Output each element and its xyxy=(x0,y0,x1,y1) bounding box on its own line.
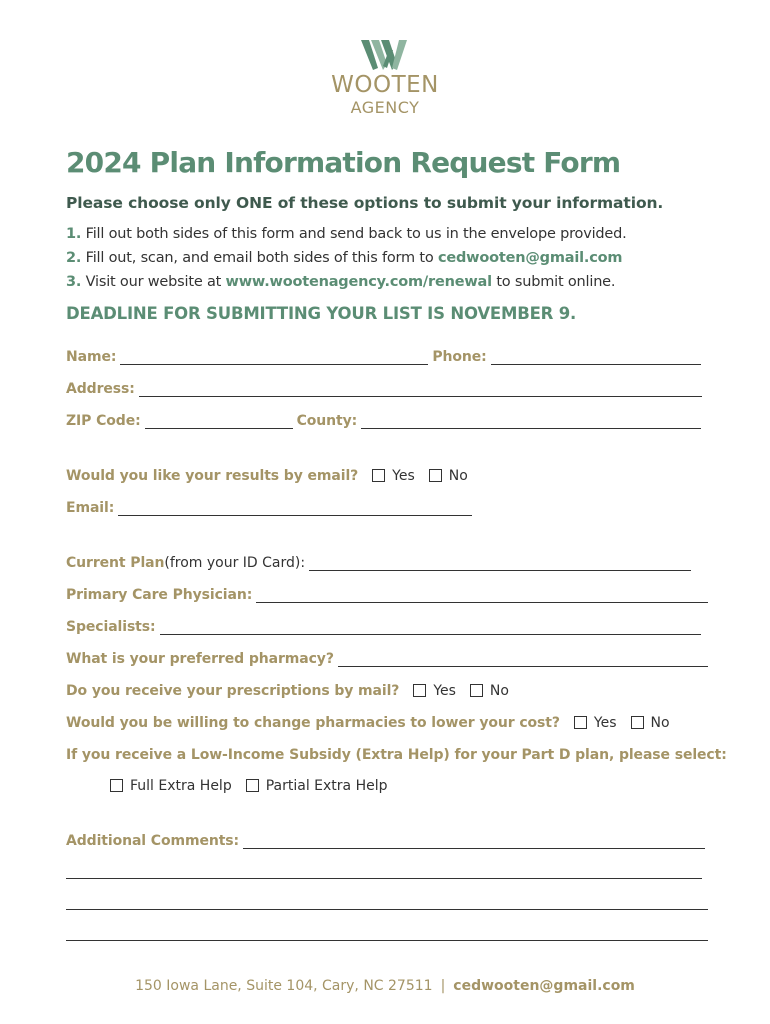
no-label: No xyxy=(650,715,670,731)
step-number: 3. xyxy=(66,274,82,290)
step-text: Fill out, scan, and email both sides of this form to xyxy=(85,250,438,266)
yes-label: Yes xyxy=(593,715,617,731)
full-extra-help-checkbox[interactable] xyxy=(110,778,232,794)
checkbox-icon xyxy=(631,716,644,729)
partial-extra-help-label: Partial Extra Help xyxy=(265,778,388,794)
mail-yes-checkbox[interactable] xyxy=(413,683,456,699)
website-link[interactable]: www.wootenagency.com/renewal xyxy=(225,274,492,290)
pharmacy-field[interactable] xyxy=(338,650,708,667)
address-field[interactable] xyxy=(139,380,702,397)
email-row xyxy=(66,496,472,516)
step-2 xyxy=(66,250,622,266)
name-label: Name: xyxy=(66,349,117,365)
footer-address: 150 Iowa Lane, Suite 104, Cary, NC 27511 xyxy=(135,978,433,994)
step-text-after: to submit online. xyxy=(491,274,616,290)
name-phone-row xyxy=(66,345,701,365)
checkbox-icon xyxy=(246,779,259,792)
address-row xyxy=(66,377,702,397)
yes-label: Yes xyxy=(392,468,415,484)
comments-line-4[interactable] xyxy=(66,940,708,941)
partial-extra-help-checkbox[interactable] xyxy=(246,778,388,794)
change-yes-checkbox[interactable] xyxy=(574,715,617,731)
current-plan-field[interactable] xyxy=(309,554,691,571)
email-yes-checkbox[interactable] xyxy=(372,468,415,484)
lis-options-row xyxy=(96,774,388,794)
comments-field[interactable] xyxy=(243,832,705,849)
current-plan-row xyxy=(66,551,691,571)
no-label: No xyxy=(448,468,468,484)
mail-question-row xyxy=(66,679,509,699)
email-link[interactable]: cedwooten@gmail.com xyxy=(437,250,623,266)
logo-text-wooten: WOOTEN xyxy=(331,72,439,98)
step-text: Fill out both sides of this form and send back to us in the envelope provided. xyxy=(85,226,627,242)
email-no-checkbox[interactable] xyxy=(429,468,468,484)
checkbox-icon xyxy=(372,469,385,482)
address-label: Address: xyxy=(66,381,135,397)
zip-label: ZIP Code: xyxy=(66,413,141,429)
footer-separator: | xyxy=(440,978,446,994)
checkbox-icon xyxy=(574,716,587,729)
phone-label: Phone: xyxy=(432,349,487,365)
step-text: Visit our website at xyxy=(85,274,226,290)
footer-email[interactable]: cedwooten@gmail.com xyxy=(453,978,635,994)
wooten-w-logo-icon xyxy=(359,38,411,72)
checkbox-icon xyxy=(413,684,426,697)
checkbox-icon xyxy=(429,469,442,482)
specialists-field[interactable] xyxy=(160,618,701,635)
name-field[interactable] xyxy=(120,348,428,365)
email-field[interactable] xyxy=(118,499,472,516)
current-plan-label: Current Plan xyxy=(66,555,165,571)
change-no-checkbox[interactable] xyxy=(631,715,670,731)
footer xyxy=(0,978,770,994)
change-pharmacy-row xyxy=(66,711,670,731)
logo-text-agency: AGENCY xyxy=(350,98,420,117)
mail-question-label: Do you receive your prescriptions by mail? xyxy=(66,683,400,699)
step-1 xyxy=(66,226,627,242)
comments-line-2[interactable] xyxy=(66,878,702,879)
lis-question-label: If you receive a Low-Income Subsidy (Extra Help) for your Part D plan, please select: xyxy=(66,747,727,763)
current-plan-note: (from your ID Card): xyxy=(164,555,306,571)
yes-label: Yes xyxy=(433,683,456,699)
deadline-notice: DEADLINE FOR SUBMITTING YOUR LIST IS NOVEMBER 9. xyxy=(66,304,577,323)
specialists-row xyxy=(66,615,701,635)
change-pharmacy-label: Would you be willing to change pharmacies to lower your cost? xyxy=(66,715,560,731)
page-title: 2024 Plan Information Request Form xyxy=(66,146,621,179)
zip-field[interactable] xyxy=(145,412,293,429)
comments-line-3[interactable] xyxy=(66,909,708,910)
agency-logo xyxy=(300,38,470,118)
county-field[interactable] xyxy=(361,412,701,429)
pharmacy-label: What is your preferred pharmacy? xyxy=(66,651,334,667)
no-label: No xyxy=(489,683,509,699)
mail-no-checkbox[interactable] xyxy=(470,683,509,699)
specialists-label: Specialists: xyxy=(66,619,156,635)
county-label: County: xyxy=(296,413,358,429)
pcp-field[interactable] xyxy=(256,586,708,603)
comments-row xyxy=(66,829,705,849)
checkbox-icon xyxy=(110,779,123,792)
checkbox-icon xyxy=(470,684,483,697)
phone-field[interactable] xyxy=(491,348,701,365)
pcp-row xyxy=(66,583,708,603)
zip-county-row xyxy=(66,409,701,429)
step-number: 2. xyxy=(66,250,82,266)
step-number: 1. xyxy=(66,226,82,242)
pcp-label: Primary Care Physician: xyxy=(66,587,253,603)
email-label: Email: xyxy=(66,500,115,516)
comments-label: Additional Comments: xyxy=(66,833,240,849)
pharmacy-row xyxy=(66,647,708,667)
instructions-heading: Please choose only ONE of these options to submit your information. xyxy=(66,194,664,212)
email-question-row xyxy=(66,464,468,484)
lis-question-row xyxy=(66,743,727,763)
email-question-label: Would you like your results by email? xyxy=(66,468,359,484)
step-3 xyxy=(66,274,615,290)
full-extra-help-label: Full Extra Help xyxy=(130,778,232,794)
